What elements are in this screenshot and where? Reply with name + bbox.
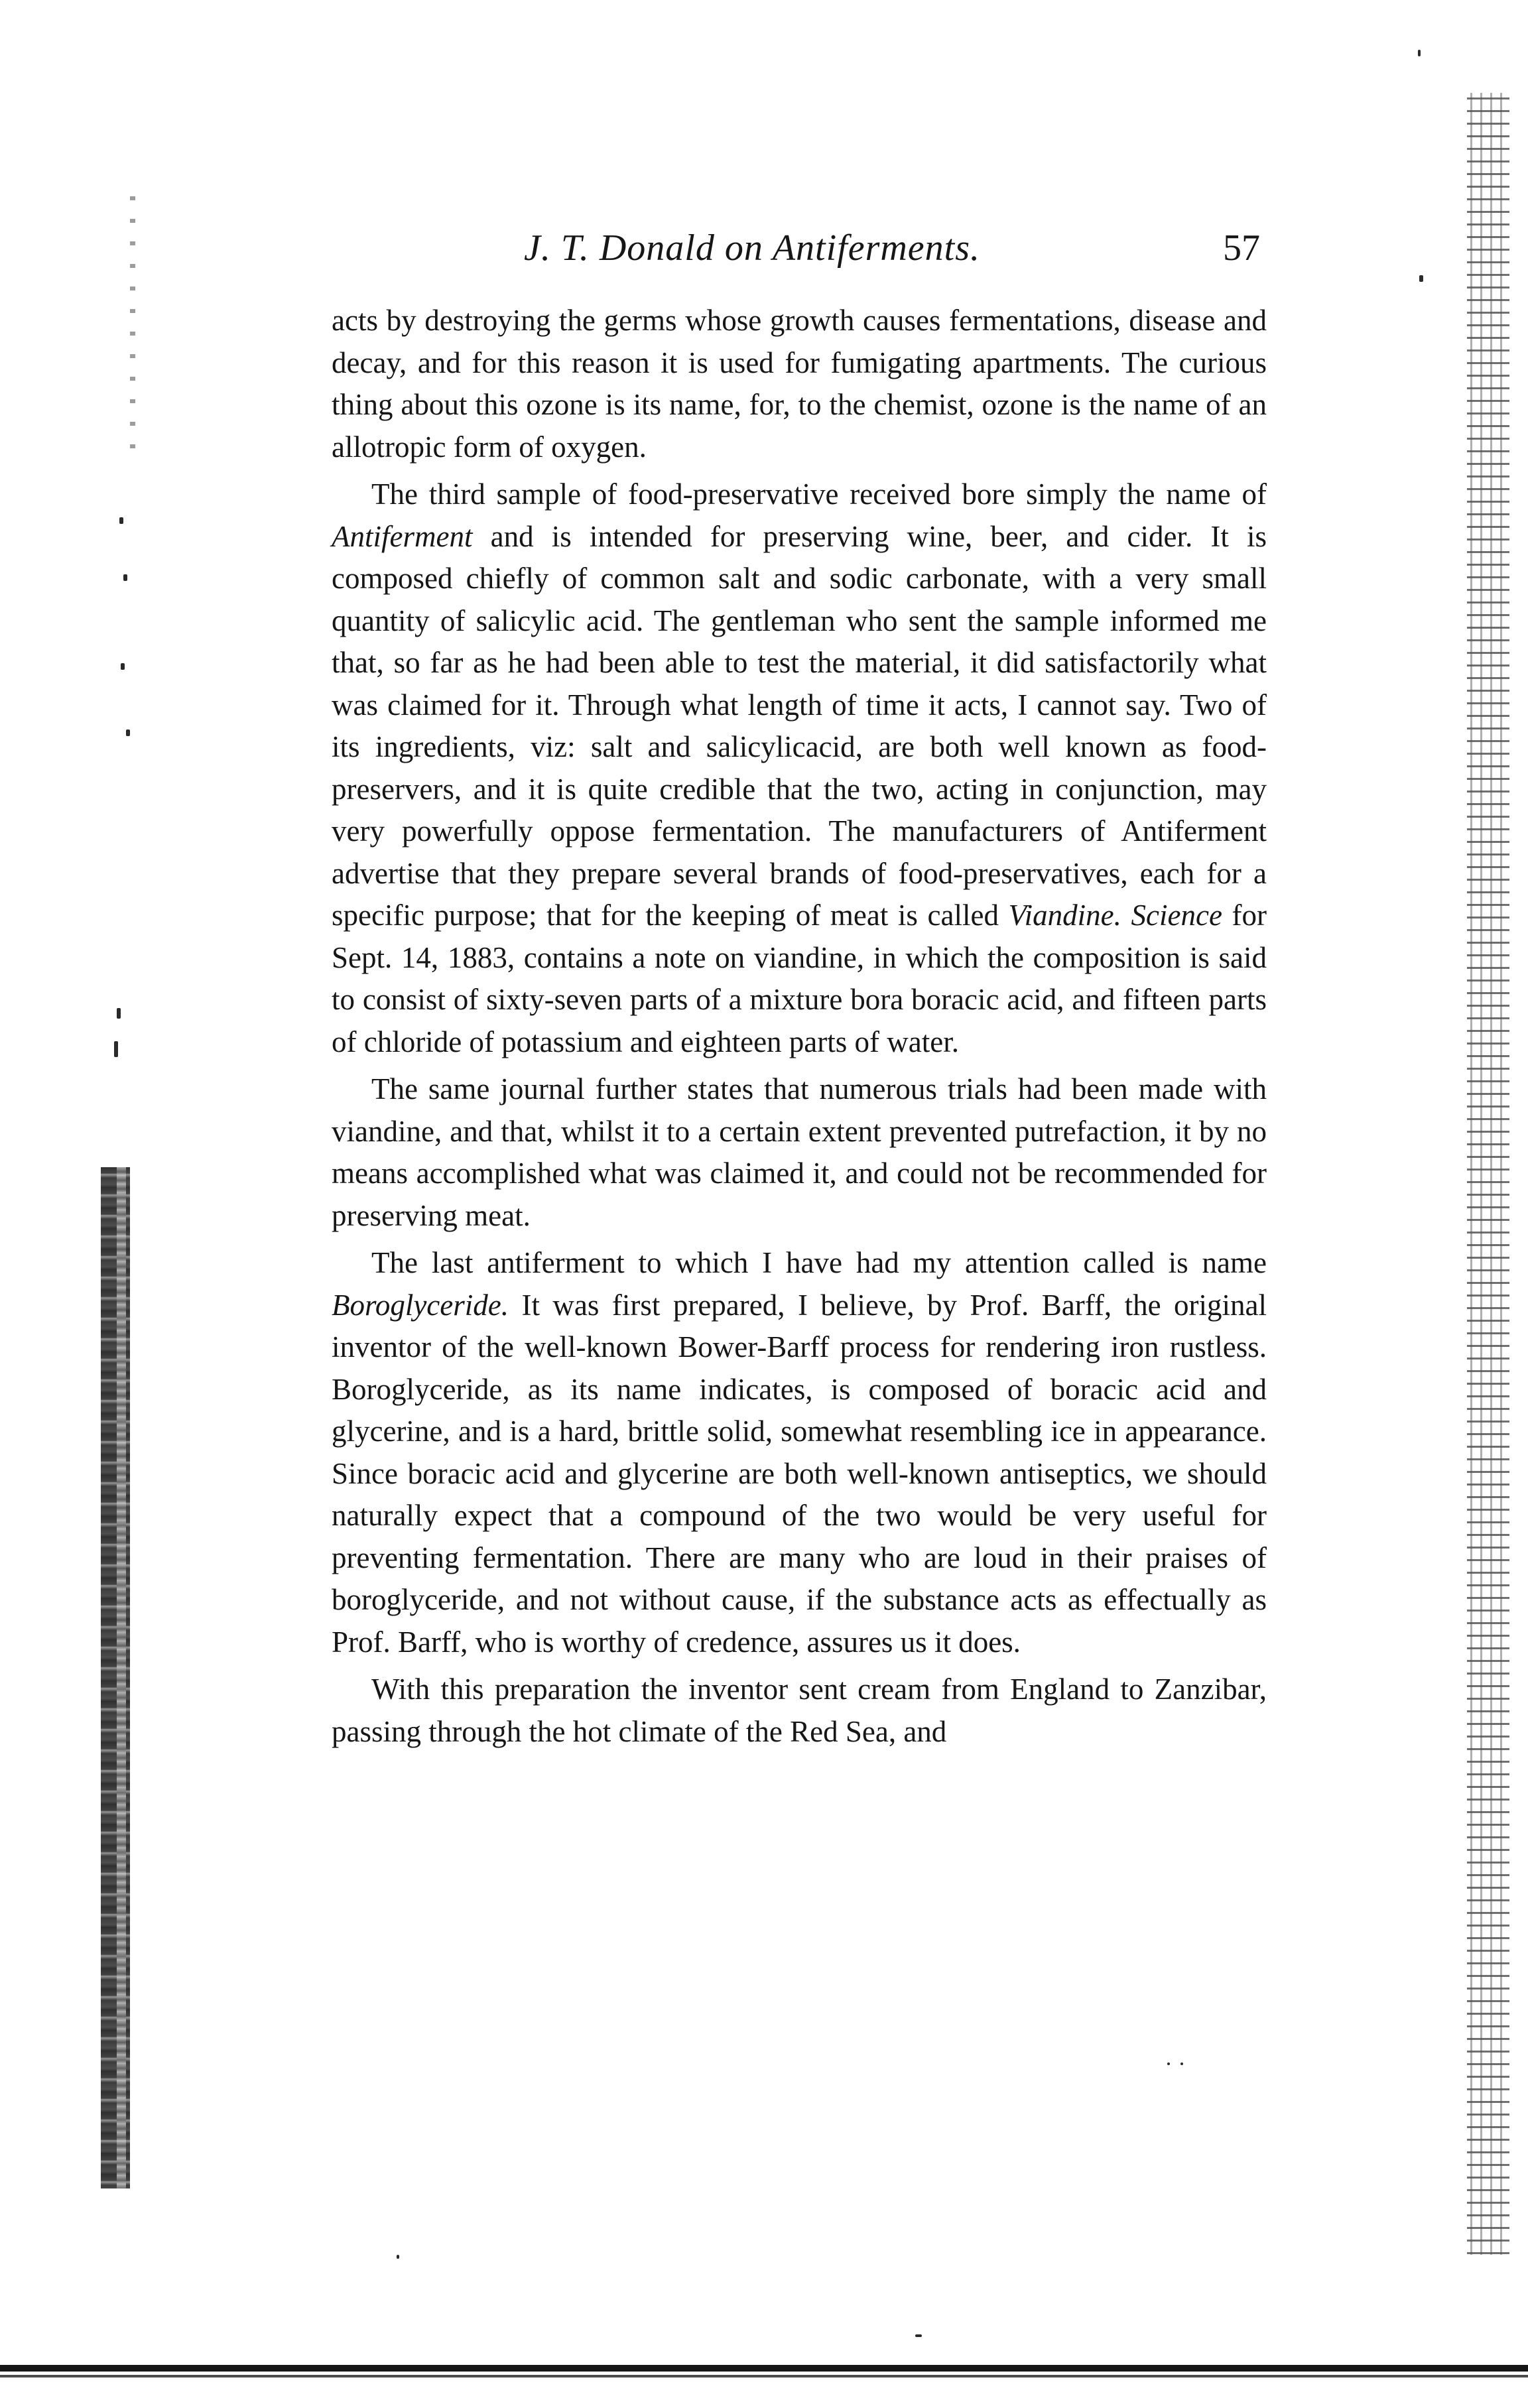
scan-speck bbox=[1418, 50, 1421, 56]
scan-speck bbox=[1419, 275, 1423, 282]
scan-margin-dots bbox=[130, 186, 135, 464]
scan-bottom-rule-thin bbox=[0, 2375, 1528, 2377]
paragraph-text: for Sept. 14, 1883, contains a note on viandine, in which the composition is said to consist of sixty-seven parts of a mixture bora boracic acid, and fifteen parts of chloride of potassium and eighteen parts of water. bbox=[332, 899, 1267, 1058]
running-head bbox=[524, 227, 1260, 280]
scan-bottom-rule bbox=[0, 2365, 1528, 2372]
paragraph-text: With this preparation the inventor sent cream from England to Zanzibar, passing through the hot climate of the Red Sea, and bbox=[332, 1673, 1267, 1748]
scan-speck bbox=[119, 517, 123, 524]
paragraph-text: The same journal further states that numerous trials had been made with viandine, and that, whilst it to a certain extent prevented putrefaction, it by no means accomplished what was claimed it, and could not be recommended for preserving meat. bbox=[332, 1072, 1267, 1232]
paragraph bbox=[332, 1242, 1267, 1663]
paragraph bbox=[332, 1068, 1267, 1237]
italic-term: Antiferment bbox=[332, 519, 473, 553]
scan-speck bbox=[121, 663, 125, 670]
paragraph-text: The third sample of food-preservative received bore simply the name of bbox=[371, 477, 1267, 511]
scan-speck bbox=[117, 1008, 121, 1019]
scan-speck bbox=[1180, 2062, 1183, 2065]
scan-speck bbox=[397, 2255, 399, 2259]
italic-term: Science bbox=[1131, 899, 1222, 932]
scan-right-edge-noise bbox=[1467, 93, 1509, 2255]
paragraph-text: It was first prepared, I believe, by Prof. Barff, the original inventor of the well-known Bower-Barff process for rendering iron rustless. Boroglyceride, as its name indicates, is composed of boracic acid and glycerine, and is a hard, brittle solid, somewhat resembling ice in appearance. Since boracic acid and glycerine are both well-known antiseptics, we should naturally expect that a compound of the two would be very useful for preventing fermentation. There are many who are loud in their praises of boroglyceride, and not without cause, if the substance acts as effectually as Prof. Barff, who is worthy of credence, assures us it does. bbox=[332, 1288, 1267, 1659]
paragraph-text: acts by destroying the germs whose growth causes fermentations, disease and decay, and for this reason it is used for fumigating apartments. The curious thing about this ozone is its name, for, to the chemist, ozone is the name of an allotropic form of oxygen. bbox=[332, 304, 1267, 464]
running-head-title: J. T. Donald on Antiferments. bbox=[524, 227, 981, 269]
page-number: 57 bbox=[1223, 227, 1260, 269]
italic-term: Viandine. bbox=[1008, 899, 1121, 932]
scan-speck bbox=[1167, 2062, 1170, 2065]
scan-speck bbox=[114, 1041, 118, 1057]
scan-speck bbox=[126, 729, 130, 736]
paragraph-text: and is intended for preserving wine, beer, and cider. It is composed chiefly of common salt and sodic carbonate, with a very small quantity of salicylic acid. The gentleman who sent the sample informed me that, so far as he had been able to test the material, it did satisfactorily what was claimed for it. Through what length of time it acts, I cannot say. Two of its ingredients, viz: salt and salicylicacid, are both well known as food-preservers, and it is quite credible that the two, acting in conjunction, may very powerfully oppose fermentation. The manufacturers of Antiferment advertise that they prepare several brands of food-preservatives, each for a specific purpose; that for the keeping of meat is called bbox=[332, 519, 1267, 932]
paragraph-text bbox=[1121, 899, 1131, 932]
paragraph bbox=[332, 1669, 1267, 1753]
paragraph bbox=[332, 300, 1267, 468]
body-text bbox=[332, 300, 1267, 1753]
italic-term: Boroglyceride. bbox=[332, 1288, 509, 1322]
scan-speck bbox=[915, 2334, 922, 2337]
paragraph-text: The last antiferment to which I have had my attention called is name bbox=[371, 1246, 1267, 1279]
scan-binding-strip-inner bbox=[117, 1167, 126, 2188]
scan-speck bbox=[123, 574, 127, 581]
paragraph bbox=[332, 474, 1267, 1063]
